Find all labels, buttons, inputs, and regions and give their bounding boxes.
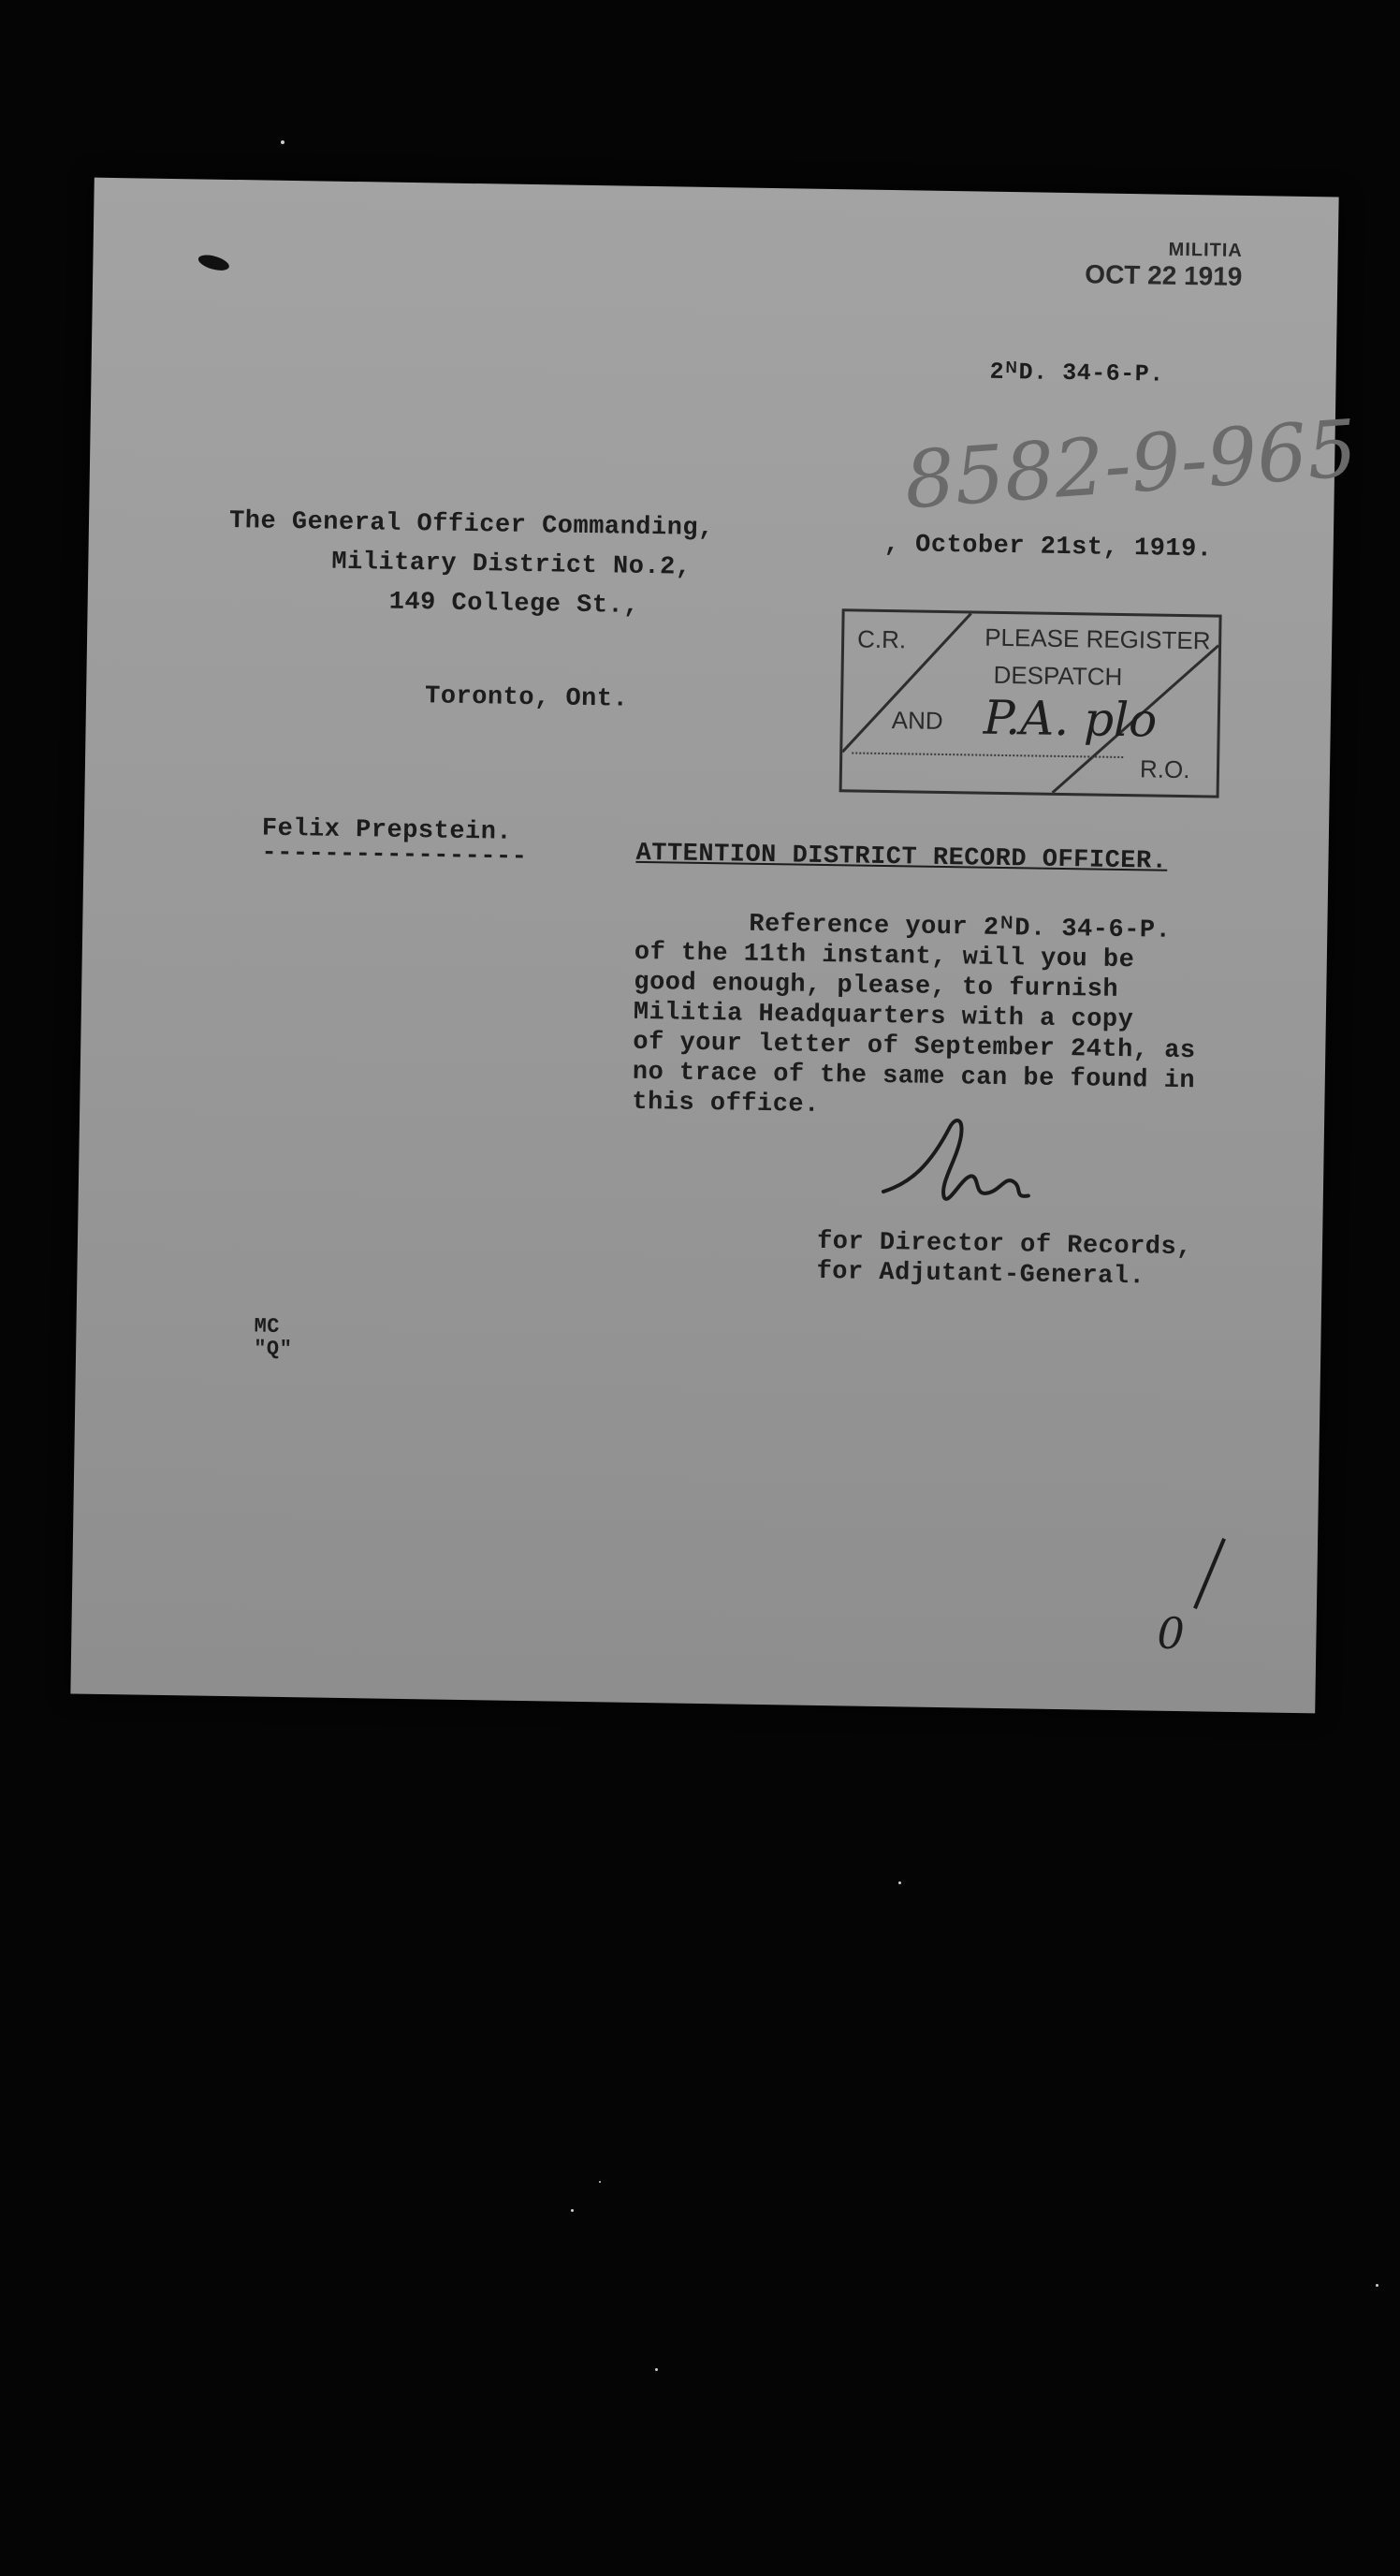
body-line-6: no trace of the same can be found in: [632, 1058, 1196, 1096]
handwritten-file-number: 8582-9-965: [901, 402, 1361, 527]
body-line-2: of the 11th instant, will you be: [634, 938, 1135, 975]
body-line-3: good enough, please, to furnish: [634, 968, 1119, 1004]
pencil-stroke: [1176, 1533, 1233, 1618]
file-reference: 2ᴺD. 34-6-P.: [989, 358, 1164, 388]
stamp-cr: C.R.: [856, 624, 907, 654]
stamp-initials: P.A. plo: [983, 690, 1158, 748]
register-despatch-stamp: [839, 608, 1222, 798]
ink-blot: [197, 252, 231, 273]
film-speck: [571, 2209, 574, 2212]
stamp-ro: R.O.: [1139, 754, 1190, 784]
received-stamp: [1085, 238, 1243, 292]
typist-initials-1: MC: [254, 1314, 281, 1339]
addressee-line-4: Toronto, Ont.: [424, 682, 629, 714]
addressee-line-2: Military District No.2,: [331, 548, 692, 582]
signature-line-1: for Director of Records,: [816, 1227, 1193, 1263]
addressee-line-3: 149 College St.,: [388, 588, 640, 621]
body-line-7: this office.: [632, 1088, 821, 1120]
signature-line-2: for Adjutant-General.: [816, 1257, 1145, 1292]
body-line-1: Reference your 2ᴺD. 34-6-P.: [749, 910, 1172, 945]
addressee-line-1: The General Officer Commanding,: [228, 506, 715, 544]
film-speck: [599, 2181, 601, 2183]
body-line-4: Militia Headquarters with a copy: [633, 998, 1134, 1035]
film-speck: [281, 140, 284, 144]
letter-date: , October 21st, 1919.: [883, 530, 1213, 564]
stamp-despatch: DESPATCH: [993, 660, 1123, 691]
film-speck: [655, 2368, 658, 2371]
film-speck: [1376, 2284, 1378, 2287]
attention-line: ATTENTION DISTRICT RECORD OFFICER.: [635, 839, 1168, 876]
stamp-and: AND: [891, 706, 943, 735]
received-stamp-org: MILITIA: [1168, 239, 1244, 261]
stamp-please-register: PLEASE REGISTER: [984, 622, 1211, 655]
signature: [873, 1107, 1062, 1222]
margin-mark: 0: [1157, 1607, 1186, 1660]
film-speck: [898, 1881, 901, 1884]
letter-page: [70, 178, 1361, 1714]
subject-name: Felix Prepstein.: [261, 814, 513, 847]
received-stamp-date: OCT 22 1919: [1085, 259, 1243, 291]
body-line-5: of your letter of September 24th, as: [633, 1028, 1196, 1066]
subject-underline: -----------------: [261, 839, 528, 872]
typist-initials-2: "Q": [253, 1337, 293, 1362]
